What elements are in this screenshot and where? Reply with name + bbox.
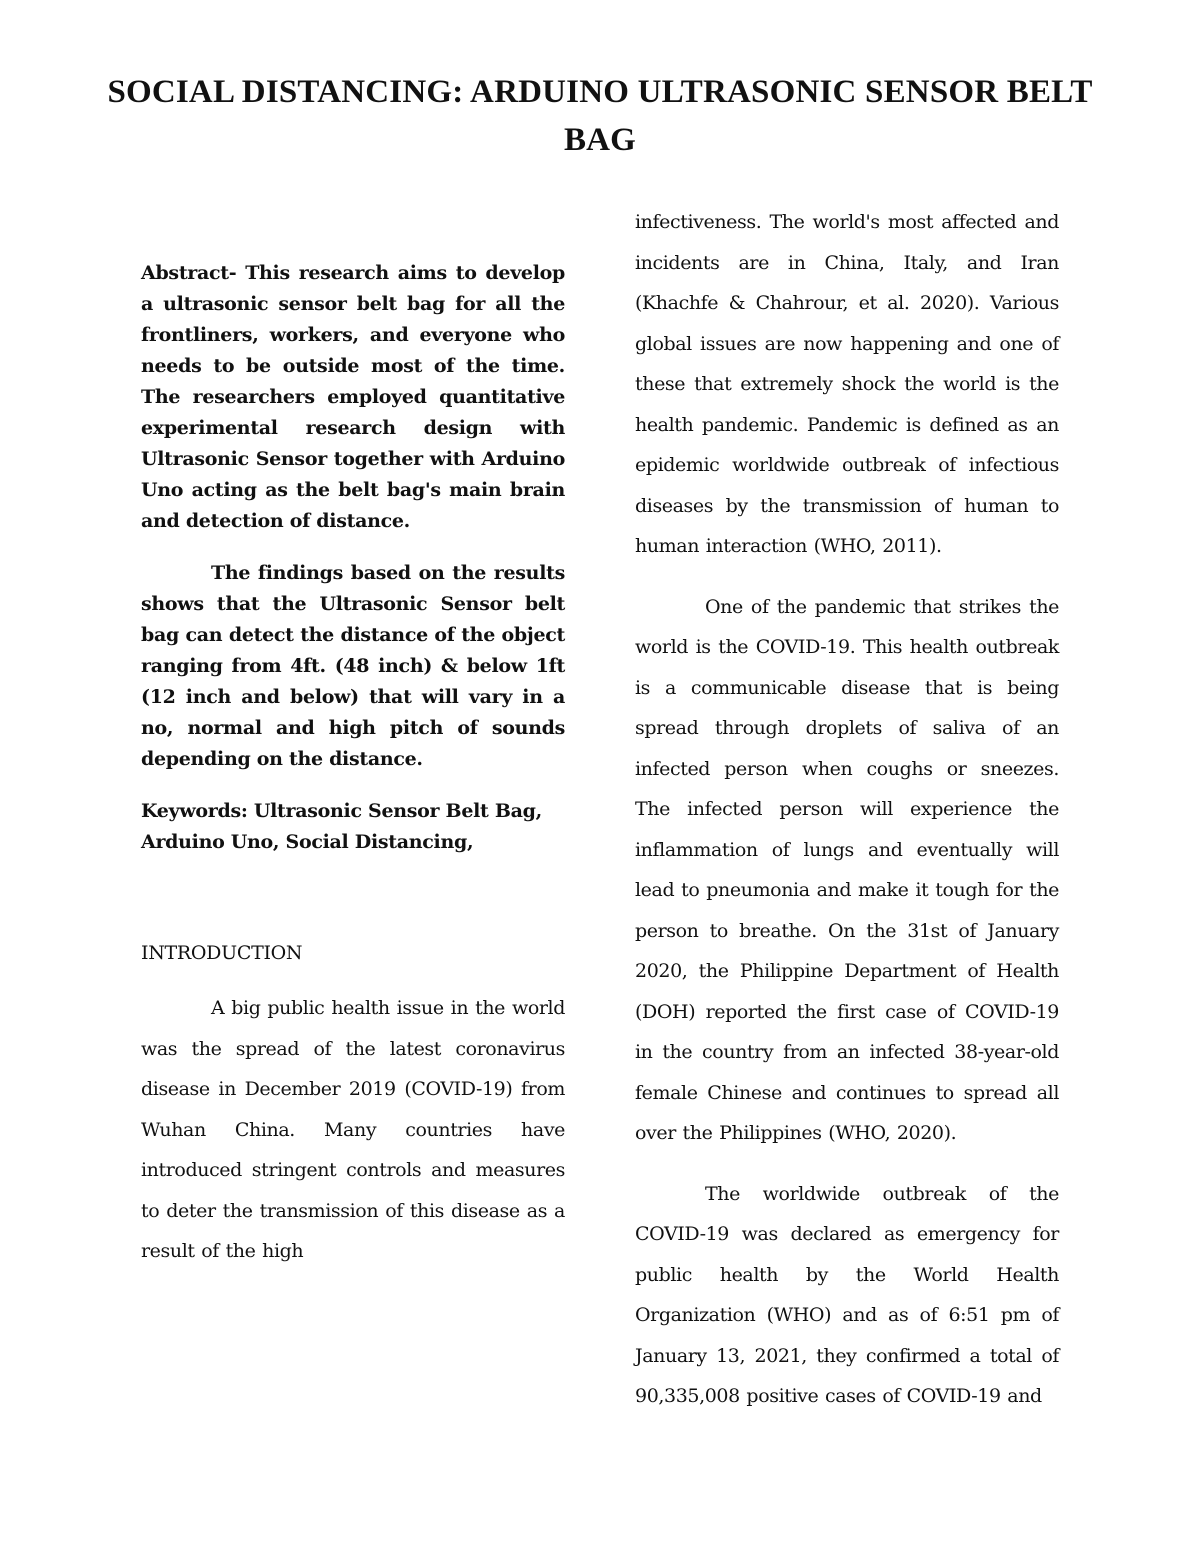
left-column bbox=[141, 258, 565, 1272]
paper-title: SOCIAL DISTANCING: ARDUINO ULTRASONIC SENSOR BELT BAG bbox=[107, 74, 1093, 158]
introduction-paragraph-3: The worldwide outbreak of the COVID-19 was declared as emergency for public health by the World Health Organization (WHO) and as of 6:51 pm of January 13, 2021, they confirmed a total of 90,335,008 positive cases of COVID-19 and bbox=[635, 1182, 1059, 1407]
keywords: Keywords: Ultrasonic Sensor Belt Bag, Arduino Uno, Social Distancing, bbox=[141, 800, 542, 853]
right-column bbox=[635, 202, 1059, 1417]
abstract-findings-paragraph: The findings based on the results shows that the Ultrasonic Sensor belt bag can detect the distance of the object ranging from 4ft. (48 inch) & below 1ft (12 inch and below) that will vary in a no, normal and high pitch of sounds depending on the distance. bbox=[141, 562, 565, 770]
introduction-paragraph-1: A big public health issue in the world was the spread of the latest coronavirus disease in December 2019 (COVID-19) from Wuhan China. Many countries have introduced stringent controls and measures to deter the transmission of this disease as a result of the high bbox=[141, 997, 565, 1262]
introduction-paragraph-2: One of the pandemic that strikes the world is the COVID-19. This health outbreak is a communicable disease that is being spread through droplets of saliva of an infected person when coughs or sneezes. The infected person will experience the inflammation of lungs and eventually will lead to pneumonia and make it tough for the person to breathe. On the 31st of January 2020, the Philippine Department of Health (DOH) reported the first case of COVID-19 in the country from an infected 38-year-old female Chinese and continues to spread all over the Philippines (WHO, 2020). bbox=[635, 595, 1059, 1144]
introduction-paragraph-1-continued: infectiveness. The world's most affected and incidents are in China, Italy, and Iran (Khachfe & Chahrour, et al. 2020). Various global issues are now happening and one of these that extremely shock the world is the health pandemic. Pandemic is defined as an epidemic worldwide outbreak of infectious diseases by the transmission of human to human interaction (WHO, 2011). bbox=[635, 211, 1059, 557]
introduction-heading: INTRODUCTION bbox=[141, 942, 303, 964]
abstract-paragraph: Abstract- This research aims to develop a ultrasonic sensor belt bag for all the frontliners, workers, and everyone who needs to be outside most of the time. The researchers employed quantitative experimental research design with Ultrasonic Sensor together with Arduino Uno acting as the belt bag's main brain and detection of distance. bbox=[141, 262, 565, 532]
